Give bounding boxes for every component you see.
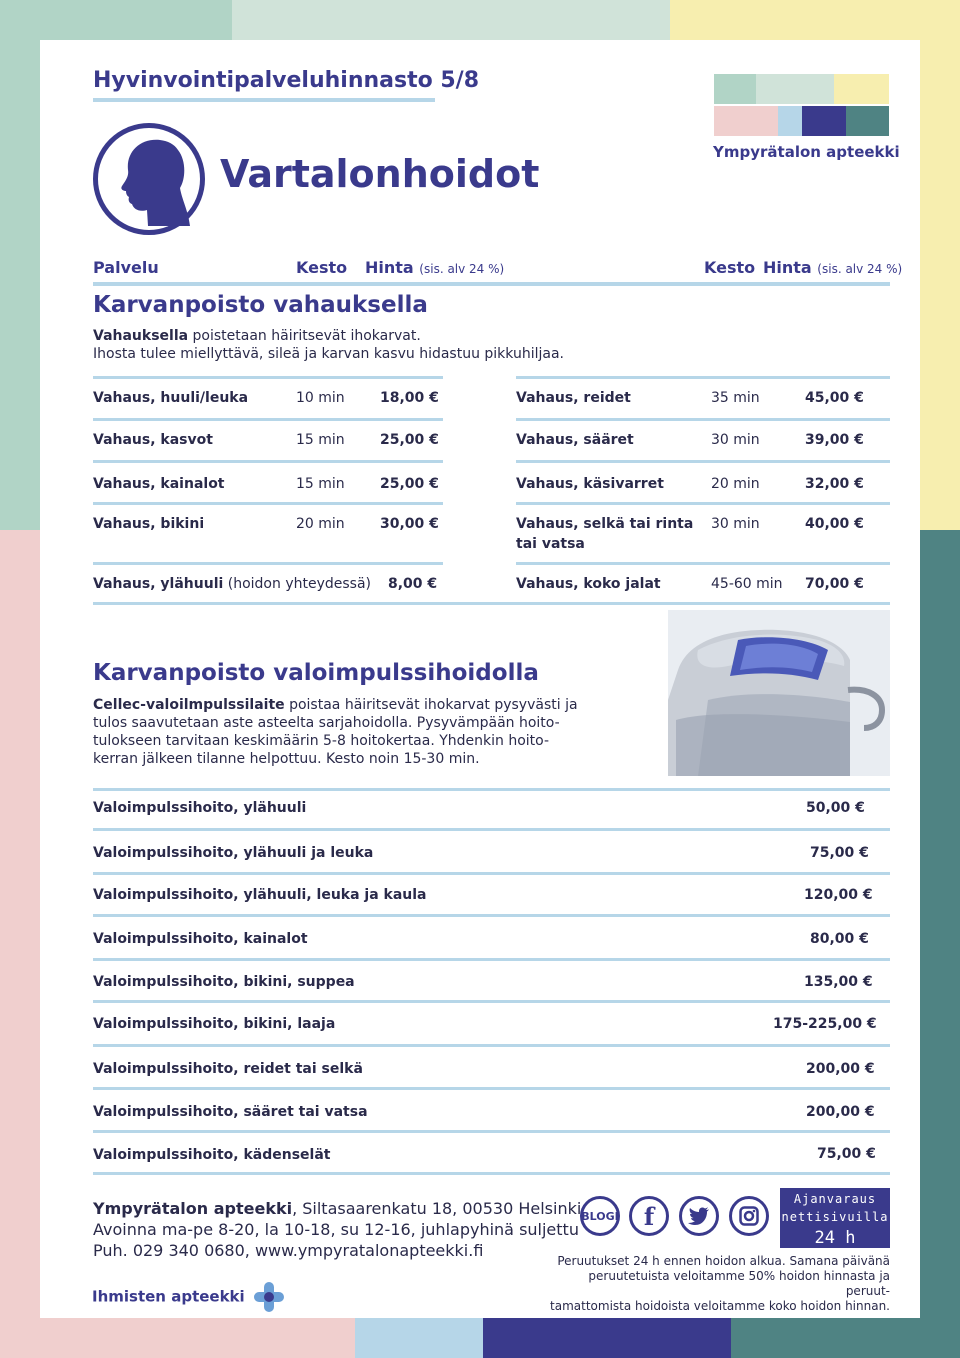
service-price: 18,00 € (380, 390, 439, 406)
service-price: 25,00 € (380, 432, 439, 448)
head-silhouette-icon (93, 123, 205, 235)
service-name: Vahaus, ylähuuli (hoidon yhteydessä) (93, 576, 371, 592)
service-name: Valoimpulssihoito, reidet tai selkä (93, 1061, 363, 1077)
bg-block (731, 1318, 960, 1358)
bg-block (232, 0, 670, 40)
service-price: 75,00 € (817, 1146, 876, 1162)
service-name: Vahaus, kainalot (93, 476, 225, 492)
row-divider (516, 502, 890, 505)
ipl-device-image (668, 610, 890, 776)
cross-logo-icon (254, 1282, 284, 1312)
service-name: Vahaus, selkä tai rinta tai vatsa (516, 516, 694, 552)
row-divider (93, 460, 443, 463)
row-divider (516, 562, 890, 565)
row-divider (516, 376, 890, 379)
col-duration-header: Kesto (296, 258, 348, 277)
price-list-page (40, 40, 920, 1318)
service-price: 70,00 € (805, 576, 864, 592)
col-service-header: Palvelu (93, 258, 159, 277)
service-name: Vahaus, kasvot (93, 432, 213, 448)
bg-block (920, 530, 960, 1358)
row-divider (93, 788, 890, 791)
row-divider (93, 502, 443, 505)
service-duration: 15 min (296, 432, 345, 448)
blog-icon[interactable]: BLOGI (580, 1196, 620, 1236)
row-divider (93, 1044, 890, 1047)
service-name: Valoimpulssihoito, kainalot (93, 931, 308, 947)
service-duration: 20 min (296, 516, 345, 532)
service-price: 175-225,00 € (773, 1016, 877, 1032)
row-divider (93, 418, 443, 421)
booking-label: nettisivuilla (781, 1210, 889, 1224)
service-name: Vahaus, huuli/leuka (93, 390, 249, 406)
bg-block (0, 530, 40, 1358)
bg-block (670, 0, 960, 40)
section-desc-ipl: Cellec-valoilmpulssilaite poistaa häiritsevät ihokarvat pysyvästi ja tulos saavutetaan aste asteelta sarjahoidolla. Pysyvämpään hoito- tulokseen tarvitaan keskimäärin 5-8 hoitokertaa. Yhdenkin hoito- kerran jälkeen tilanne helpottuu. Kesto noin 15-30 min. (93, 697, 578, 767)
cancellation-note: Peruutukset 24 h ennen hoidon alkua. Samana päivänä peruutetuista veloitamme 50% hoidon hinnasta ja peruut- tamattomista hoidoista veloitamme koko hoidon hinnan. (550, 1254, 890, 1313)
row-divider (516, 460, 890, 463)
service-duration: 10 min (296, 390, 345, 406)
service-name: Vahaus, sääret (516, 432, 634, 448)
service-price: 120,00 € (804, 887, 873, 903)
service-name: Valoimpulssihoito, ylähuuli (93, 800, 307, 816)
service-name: Valoimpulssihoito, bikini, suppea (93, 974, 355, 990)
row-divider (516, 418, 890, 421)
row-divider (93, 1130, 890, 1133)
service-price: 39,00 € (805, 432, 864, 448)
booking-button[interactable] (780, 1188, 890, 1248)
service-name: Vahaus, koko jalat (516, 576, 661, 592)
service-price: 200,00 € (806, 1061, 875, 1077)
section-desc-wax: Vahauksella poistetaan häiritsevät ihokarvat. Ihosta tulee miellyttävä, sileä ja karvan kasvu hidastuu pikkuhiljaa. (93, 328, 564, 362)
service-duration: 30 min (711, 516, 760, 532)
service-name: Vahaus, käsivarret (516, 476, 664, 492)
row-divider (93, 958, 890, 961)
bg-block (920, 0, 960, 530)
service-name: Vahaus, bikini (93, 516, 205, 532)
col-duration-header-right: Kesto (704, 258, 756, 277)
section-title-wax: Karvanpoisto vahauksella (93, 292, 428, 318)
bg-block (483, 1318, 731, 1358)
row-divider (93, 828, 890, 831)
page-title: Vartalonhoidot (220, 152, 540, 196)
service-price: 45,00 € (805, 390, 864, 406)
facebook-icon[interactable]: f (629, 1196, 669, 1236)
service-name: Valoimpulssihoito, ylähuuli, leuka ja kaula (93, 887, 427, 903)
brand-logo (714, 74, 889, 138)
service-name: Valoimpulssihoito, bikini, laaja (93, 1016, 336, 1032)
service-price: 80,00 € (810, 931, 869, 947)
instagram-icon[interactable] (729, 1196, 769, 1236)
brand-name: Ympyrätalon apteekki (713, 143, 900, 161)
row-divider (93, 1172, 890, 1175)
bg-block (355, 1318, 483, 1358)
service-price: 50,00 € (806, 800, 865, 816)
title-underline (93, 98, 435, 102)
service-duration: 35 min (711, 390, 760, 406)
service-price: 8,00 € (388, 576, 438, 592)
row-divider (93, 376, 443, 379)
service-name: Valoimpulssihoito, ylähuuli ja leuka (93, 845, 374, 861)
section-title-ipl: Karvanpoisto valoimpulssihoidolla (93, 660, 539, 686)
header-rule (93, 282, 890, 286)
service-duration: 30 min (711, 432, 760, 448)
tagline: Ihmisten apteekki (92, 1282, 284, 1312)
service-name: Vahaus, reidet (516, 390, 631, 406)
row-divider (93, 562, 443, 565)
col-price-header-right: Hinta (sis. alv 24 %) (763, 258, 903, 277)
service-price: 25,00 € (380, 476, 439, 492)
row-divider (93, 914, 890, 917)
booking-hours: 24 h (814, 1228, 856, 1248)
service-duration: 20 min (711, 476, 760, 492)
booking-label: Ajanvaraus (793, 1192, 877, 1206)
row-divider (93, 602, 890, 605)
service-price: 30,00 € (380, 516, 439, 532)
bg-block (0, 1318, 355, 1358)
bg-block (0, 0, 40, 530)
service-price: 40,00 € (805, 516, 864, 532)
col-price-header: Hinta (sis. alv 24 %) (365, 258, 505, 277)
row-divider (93, 1087, 890, 1090)
twitter-icon[interactable] (679, 1196, 719, 1236)
service-duration: 15 min (296, 476, 345, 492)
service-price: 75,00 € (810, 845, 869, 861)
service-price: 135,00 € (804, 974, 873, 990)
row-divider (93, 872, 890, 875)
pharmacy-address: Ympyrätalon apteekki, Siltasaarenkatu 18, 00530 Helsinki Avoinna ma-pe 8-20, la 10-18, su 12-16, juhlapyhinä suljettu Puh. 029 340 0680, www.ympyratalonapteekki.fi (93, 1199, 582, 1260)
row-divider (93, 1000, 890, 1003)
service-duration: 45-60 min (711, 576, 783, 592)
service-name: Valoimpulssihoito, sääret tai vatsa (93, 1104, 368, 1120)
service-price: 200,00 € (806, 1104, 875, 1120)
service-name: Valoimpulssihoito, kädenselät (93, 1147, 331, 1163)
document-title: Hyvinvointipalveluhinnasto 5/8 (93, 68, 480, 93)
service-price: 32,00 € (805, 476, 864, 492)
